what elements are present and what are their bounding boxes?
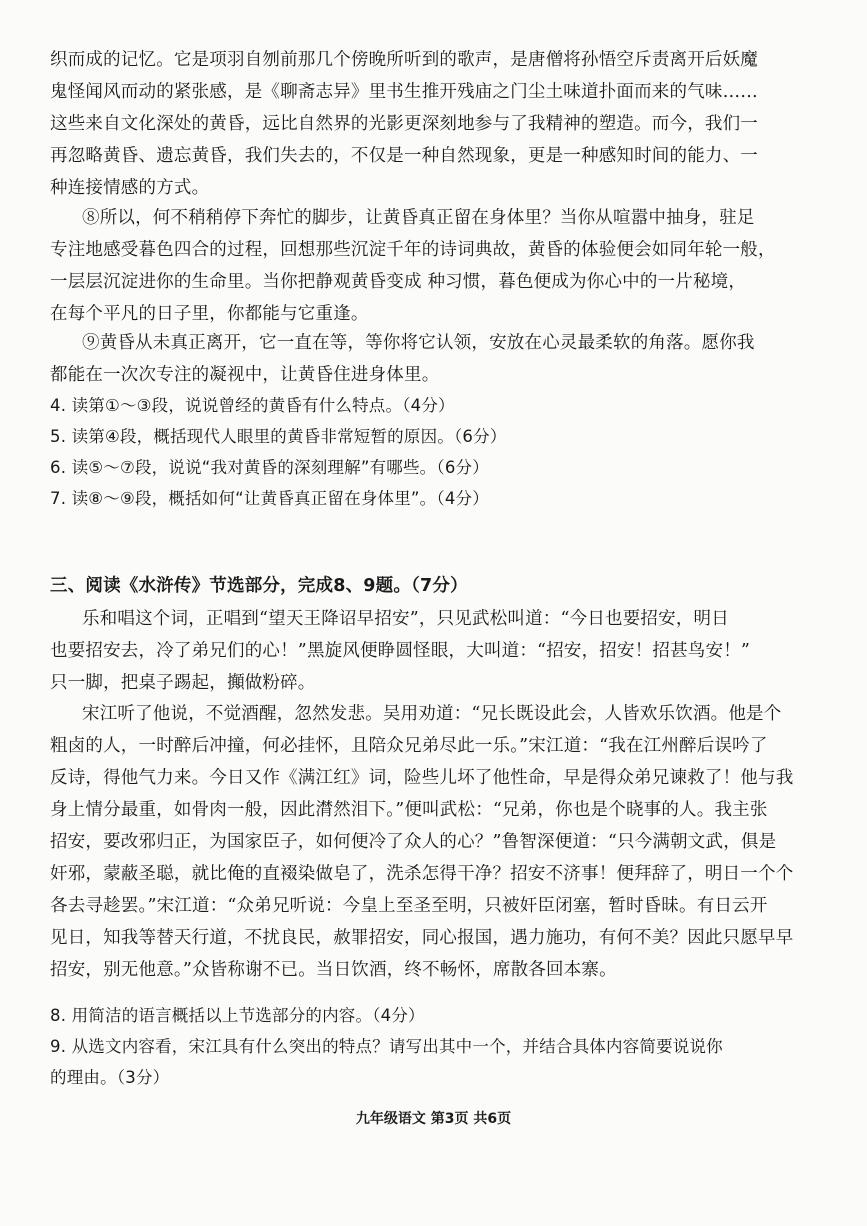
question-9: 9. 从选文内容看，宋江具有什么突出的特点？请写出其中一个，并结合具体内容简要说说你 bbox=[50, 1037, 723, 1056]
question-7: 7. 读⑧～⑨段，概括如何“让黄昏真正留在身体里”。（4分） bbox=[50, 489, 489, 508]
excerpt-paragraph-1 bbox=[50, 603, 820, 699]
text-line: 织而成的记忆。它是项羽自刎前那几个傍晚所听到的歌声，是唐僧将孙悟空斥责离开后妖魔 bbox=[50, 50, 758, 70]
text-line: 这些来自文化深处的黄昏，远比自然界的光影更深刻地参与了我精神的塑造。而今，我们一 bbox=[50, 114, 758, 134]
question-6: 6. 读⑤～⑦段，说说“我对黄昏的深刻理解”有哪些。（6分） bbox=[50, 458, 489, 477]
text-line: 粗卤的人，一时醉后冲撞，何必挂怀，且陪众兄弟尽此一乐。”宋江道：“我在江州醉后误吟了 bbox=[50, 736, 768, 756]
text-line: 在每个平凡的日子里，你都能与它重逢。 bbox=[50, 304, 369, 324]
text-line: 都能在一次次专注的凝视中，让黄昏住进身体里。 bbox=[50, 365, 440, 385]
question-8: 8. 用简洁的语言概括以上节选部分的内容。（4分） bbox=[50, 1006, 425, 1025]
text-line: 各去寻趁罢。”宋江道：“众弟兄听说：今皇上至圣至明，只被奸臣闭塞，暂时昏昧。有日云开 bbox=[50, 896, 768, 916]
text-line: 再忽略黄昏、遗忘黄昏，我们失去的，不仅是一种自然现象，更是一种感知时间的能力、一 bbox=[50, 146, 758, 166]
section-heading: 三、阅读《水浒传》节选部分，完成8、9题。（7分） bbox=[50, 576, 468, 596]
text-line: 见日，知我等替天行道，不扰良民，赦罪招安，同心报国，遇力施功，有何不美？因此只愿早早 bbox=[50, 928, 794, 948]
text-line: 种连接情感的方式。 bbox=[50, 178, 210, 198]
text-line: 也要招安去，冷了弟兄们的心！”黑旋风便睁圆怪眼，大叫道：“招安，招安！招甚鸟安！” bbox=[50, 641, 751, 661]
text-line: 招安，要改邪归正，为国家臣子，如何便冷了众人的心？”鲁智深便道：“只今满朝文武，俱是 bbox=[50, 832, 777, 852]
passage-paragraph-7-end bbox=[50, 44, 820, 204]
text-line: 反诗，得他气力来。今日又作《满江红》词，险些儿坏了他性命，早是得众弟兄谏救了！他与我 bbox=[50, 768, 794, 788]
section-3 bbox=[50, 570, 820, 602]
questions-8-to-9 bbox=[50, 1000, 820, 1096]
text-line: 专注地感受暮色四合的过程，回想那些沉淀千年的诗词典故，黄昏的体验便会如同年轮一般， bbox=[50, 240, 776, 260]
passage-paragraph-8 bbox=[50, 202, 820, 330]
text-line: 宋江听了他说，不觉酒醒，忽然发悲。吴用劝道：“兄长既设此会，人皆欢乐饮酒。他是个 bbox=[82, 704, 782, 724]
excerpt-paragraph-2 bbox=[50, 698, 820, 988]
page-footer: 九年级语文 第3页 共6页 bbox=[355, 1111, 512, 1127]
question-5: 5. 读第④段，概括现代人眼里的黄昏非常短暂的原因。（6分） bbox=[50, 427, 507, 446]
question-4: 4. 读第①～③段，说说曾经的黄昏有什么特点。（4分） bbox=[50, 396, 455, 415]
text-line: ⑨黄昏从未真正离开，它一直在等，等你将它认领，安放在心灵最柔软的角落。愿你我 bbox=[82, 333, 755, 353]
text-line: 鬼怪闻风而动的紧张感，是《聊斋志异》里书生推开残庙之门尘土味道扑面而来的气味…… bbox=[50, 82, 758, 102]
text-line: ⑧所以，何不稍稍停下奔忙的脚步，让黄昏真正留在身体里？当你从喧嚣中抽身，驻足 bbox=[82, 208, 755, 228]
text-line: 乐和唱这个词，正唱到“望天王降诏早招安”，只见武松叫道：“今日也要招安，明日 bbox=[82, 609, 729, 629]
text-line: 招安，别无他意。”众皆称谢不已。当日饮酒，终不畅怀，席散各回本寨。 bbox=[50, 960, 617, 980]
passage-paragraph-9 bbox=[50, 327, 820, 391]
text-line: 一层层沉淀进你的生命里。当你把静观黄昏变成 种习惯，暮色便成为你心中的一片秘境， bbox=[50, 272, 747, 292]
questions-4-to-7 bbox=[50, 390, 820, 518]
text-line: 身上情分最重，如骨肉一般，因此潸然泪下。”便叫武松：“兄弟，你也是个晓事的人。我主张 bbox=[50, 800, 768, 820]
text-line: 只一脚，把桌子踢起，攧做粉碎。 bbox=[50, 673, 316, 693]
text-line: 奸邪，蒙蔽圣聪，就比俺的直裰染做皂了，洗杀怎得干净？招安不济事！便拜辞了，明日一个个 bbox=[50, 864, 794, 884]
question-9-continued: 的理由。（3分） bbox=[50, 1068, 170, 1087]
